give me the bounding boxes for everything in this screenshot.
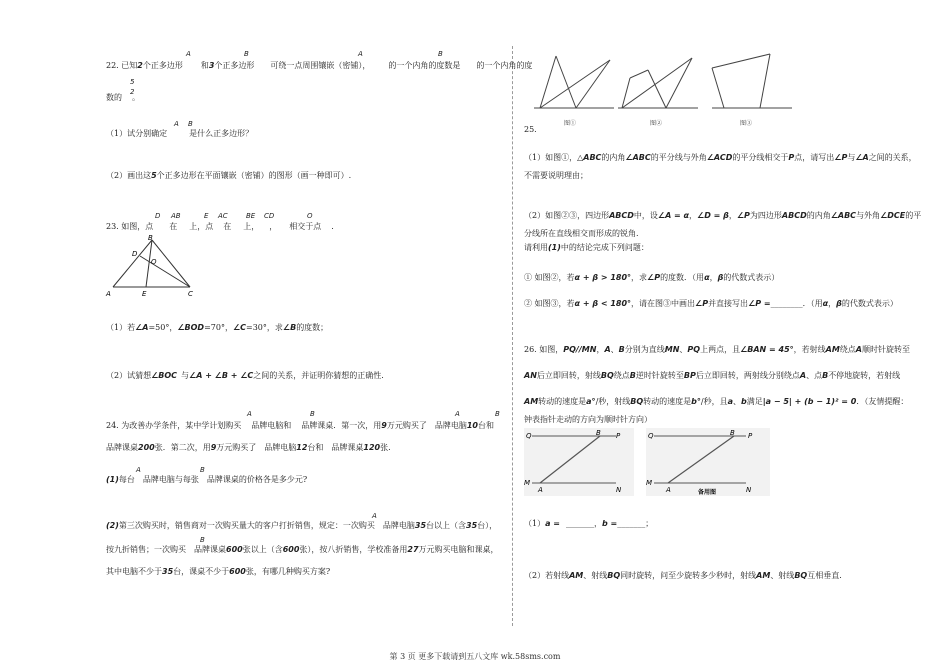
q22-p1-sup-a: A: [174, 120, 179, 128]
q26-fig1-label-p: P: [616, 432, 621, 440]
q26-fig2-label-a: A: [666, 486, 671, 494]
q23-label-e: E: [142, 290, 147, 298]
q25-figure-2: [618, 58, 698, 108]
q22-part-1: （1）试分别确定 是什么正多边形？: [106, 129, 254, 138]
q22-sup-b2: B: [438, 50, 443, 58]
q24-p1-sup-a: A: [136, 466, 141, 474]
q26-fig1-label-m: M: [524, 479, 531, 487]
q23-part-2: （2）试猜想∠BOC 与∠A + ∠B + ∠C之间的关系，并证明你猜想的正确性.: [106, 371, 384, 380]
q25-number: 25.: [524, 125, 537, 134]
q22-sup-a: A: [186, 50, 191, 58]
q23-label-b: B: [148, 234, 153, 242]
q26-fig2-label-p: P: [748, 432, 753, 440]
q24-sup-b2: B: [495, 410, 500, 418]
q23-label-c: C: [188, 290, 193, 298]
q22-line-2: 数的 。: [106, 93, 140, 102]
q24-sup-a1: A: [247, 410, 252, 418]
q23-triangle-figure: [104, 232, 208, 300]
q23-label-a: A: [106, 290, 111, 298]
q25-answer-blank[interactable]: ________: [770, 299, 803, 308]
q26-part-1: （1）a = _______，b =_______；: [524, 519, 654, 528]
q22-p1-sup-b: B: [188, 120, 193, 128]
q22-sup-b: B: [244, 50, 249, 58]
q26-figure-1: [524, 428, 634, 496]
q24-line-2: 品牌课桌200张．第二次，用9万元购买了 品牌电脑12台和 品牌课桌120张.: [106, 443, 391, 452]
q26-figure-2: [646, 428, 770, 496]
q23-line-1: 23. 如图，点 在 上，点 在 上， ， 相交于点 .: [106, 222, 334, 231]
q25-part-2-line-2: 分线所在直线相交而形成的锐角.: [524, 229, 639, 238]
q23-sup-ab: AB: [171, 212, 181, 220]
q23-sup-d: D: [155, 212, 161, 220]
q26-fig2-label-b: B: [730, 429, 735, 437]
q24-part-2-line-3: 其中电脑不少于35台，课桌不少于600张，有哪几种购买方案?: [106, 567, 331, 576]
q26-line-1: 26. 如图，PQ//MN，A、B分别为直线MN、PQ上两点，且∠BAN = 45°，若射线AM绕点A顺时针旋转至: [524, 345, 910, 354]
q26-fig2-label-m: M: [646, 479, 653, 487]
q26-line-4: 钟表指针走动的方向为顺时针方向）: [524, 415, 652, 424]
q22-part-2: （2）画出这5个正多边形在平面镶嵌（密铺）的图形（画一种即可）.: [106, 171, 352, 180]
q23-side-bc: [152, 240, 190, 287]
q22-fraction-denominator: 2: [130, 88, 135, 96]
q26-fig1-label-a: A: [538, 486, 543, 494]
q23-side-ab: [113, 240, 152, 287]
q22-line-1: 22. 已知2个正多边形 和3个正多边形 可绕一点周围镶嵌（密铺）， 的一个内角的度数是 的一个内角的度: [106, 61, 533, 70]
page-footer: 第 3 页 更多下载请到五八文库 wk.58sms.com: [389, 652, 561, 661]
q26-fig1-label-b: B: [596, 429, 601, 437]
q25-caption-2: 图②: [650, 120, 663, 127]
q26-blank-b[interactable]: _______: [617, 519, 646, 528]
q26-blank-a[interactable]: _______: [565, 519, 594, 528]
q26-fig2-label-q: Q: [648, 432, 654, 440]
q22-sup-a2: A: [358, 50, 363, 58]
q25-sub-1: ① 如图②，若α + β > 180°，求∠P的度数．（用α，β的代数式表示）: [524, 273, 780, 282]
q24-p2-sup-a: A: [372, 512, 377, 520]
q24-sup-b1: B: [310, 410, 315, 418]
q23-sup-cd: CD: [264, 212, 275, 220]
q26-line-3: AM转动的速度是a°/秒，射线BQ转动的速度是b°/秒，且a、b满足|a − 5| + (b − 1)² = 0．（友情提醒：: [524, 397, 909, 406]
q26-part-2: （2）若射线AM、射线BQ同时旋转，问至少旋转多少秒时，射线AM、射线BQ互相垂直.: [524, 571, 842, 580]
q25-part-1: （1）如图①，△ABC的内角∠ABC的平分线与外角∠ACD的平分线相交于P点，请写出∠P与∠A之间的关系，: [524, 153, 917, 162]
q26-fig1-label-q: Q: [526, 432, 532, 440]
q23-part-1: （1）若∠A=50°，∠BOD=70°，∠C=30°，求∠B的度数；: [106, 323, 329, 332]
q25-caption-3: 图③: [740, 120, 753, 127]
q24-part-2-line-2: 按九折销售；一次购买 品牌课桌600张以上（含600张），按八折销售，学校准备用27万元购买电脑和课桌，: [106, 545, 499, 554]
q25-figure-1: [534, 56, 614, 108]
q25-instruction: 请利用(1)中的结论完成下列问题：: [524, 243, 649, 252]
q24-p3-sup-b: B: [200, 536, 205, 544]
q26-fig2-label-n: N: [746, 486, 752, 494]
q24-part-1: (1)每台 品牌电脑与每张 品牌课桌的价格各是多少元?: [106, 475, 308, 484]
q23-sup-be: BE: [246, 212, 256, 220]
q22-fraction-numerator: 5: [130, 78, 135, 86]
q26-fig2-caption: 备用图: [698, 489, 717, 496]
q25-figure-3: [712, 54, 792, 108]
q25-part-2: （2）如图②③，四边形ABCD中，设∠A = α，∠D = β，∠P为四边形ABCD的内角∠ABC与外角∠DCE的平: [524, 211, 922, 220]
q24-line-1: 24. 为改善办学条件，某中学计划购买 品牌电脑和 品牌课桌．第一次，用9万元购买了 品牌电脑10台和: [106, 421, 494, 430]
q26-line-2: AN后立即回转，射线BQ绕点B逆时针旋转至BP后立即回转，两射线分别绕点A、点B不停地旋转，若射线: [524, 371, 901, 380]
column-divider: [512, 46, 513, 626]
q26-fig1-label-n: N: [616, 486, 622, 494]
q24-p1-sup-b: B: [200, 466, 205, 474]
q23-sup-ac: AC: [218, 212, 228, 220]
q24-part-2: (2)第三次购买时，销售商对一次购买量大的客户打折销售，规定：一次购买 品牌电脑35台以上（含35台），: [106, 521, 498, 530]
q23-label-d: D: [132, 250, 138, 258]
q23-label-o: O: [151, 258, 157, 266]
q24-sup-a2: A: [455, 410, 460, 418]
q23-sup-e: E: [204, 212, 209, 220]
q25-part-1-line-2: 不需要说明理由；: [524, 171, 588, 180]
q25-sub-2: ② 如图③，若α + β < 180°，请在图③中画出∠P并直接写出∠P =________．（用α，β的代数式表示）: [524, 299, 898, 308]
q25-caption-1: 图①: [564, 120, 577, 127]
q23-sup-o: O: [307, 212, 313, 220]
q25-figures: [530, 48, 798, 118]
